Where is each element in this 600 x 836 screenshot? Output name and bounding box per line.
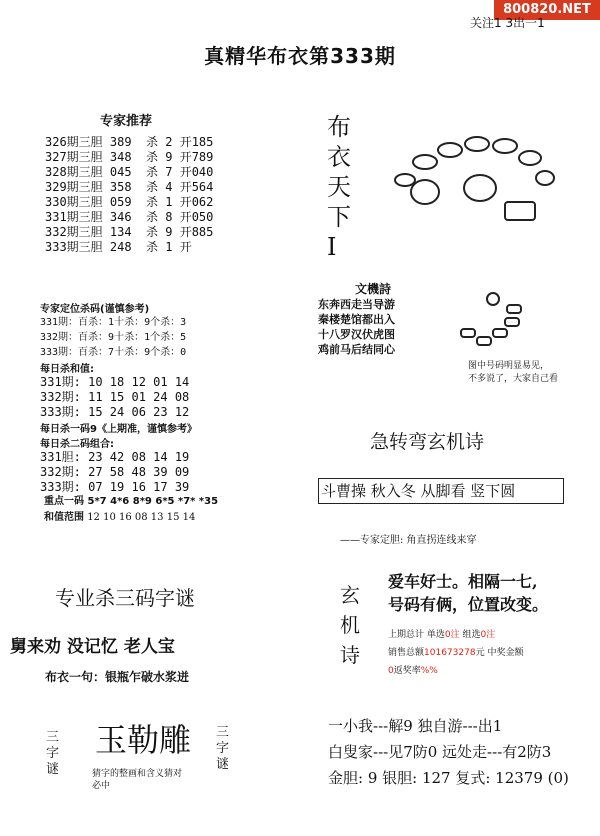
- daily-two-header: 每日杀二码组合:: [40, 439, 114, 450]
- daily-two-row: 331胆: 23 42 08 14 19: [40, 450, 190, 464]
- stats-value: 0: [388, 666, 394, 676]
- page-title: 真精华布衣第333期: [204, 44, 396, 68]
- sanzimi-left: 三字谜: [46, 730, 60, 777]
- experts-row: 332期三胆 134 杀 9 开885: [45, 225, 214, 239]
- chart-note-line: 图中号码明显易见，: [468, 361, 550, 371]
- daily-two-block: [40, 435, 189, 495]
- watermark-badge: 800820.NET: [494, 0, 600, 20]
- experts-row: 330期三胆 059 杀 1 开062: [45, 195, 214, 209]
- xuanjishi-vertical: 玄机诗: [340, 583, 360, 667]
- chart-note-line: 不多说了，大家自己看: [468, 374, 559, 384]
- stats-value: 0注: [480, 630, 496, 640]
- chart-note: [468, 360, 558, 386]
- bottom-block: [328, 713, 569, 791]
- daily-two-row: 333期: 07 19 16 17 39: [40, 480, 190, 494]
- lotus-ring-drawing: [385, 130, 575, 230]
- riddle-title: 专业杀三码字谜: [55, 586, 195, 610]
- position-kill-header: 专家定位杀码(谨慎参考): [40, 304, 150, 315]
- stats-label: 销售总额: [388, 648, 425, 658]
- experts-row: 327期三胆 348 杀 9 开789: [45, 150, 214, 164]
- wenji-line: 秦楼楚馆都出入: [318, 313, 395, 326]
- wenji-header: 文機詩: [354, 282, 391, 296]
- daily-sum-header: 每日杀和值:: [40, 364, 94, 375]
- position-kill-row: 331期：百杀：1十杀：9个杀：3: [40, 317, 187, 328]
- sum-range-label: 和值范围: [44, 512, 84, 523]
- experts-row: 326期三胆 389 杀 2 开185: [45, 135, 214, 149]
- stats-label: 中奖金额: [487, 648, 524, 658]
- buyi-line: 布衣一句：银瓶乍破水浆迸: [45, 670, 190, 684]
- experts-row: 329期三胆 358 杀 4 开564: [45, 180, 214, 194]
- daily-sum-row: 333期: 15 24 06 23 12: [40, 405, 190, 419]
- stats-label: 上期总计: [388, 630, 425, 640]
- stats-value: 101673278: [424, 648, 476, 658]
- stats-label: 单选: [426, 630, 445, 640]
- sum-range: [44, 508, 195, 523]
- stats-value: %%: [420, 666, 438, 676]
- dou-line: 斗曹操 秋入冬 从脚看 竖下圆: [318, 478, 564, 504]
- wenji-line: 东奔西走当导游: [318, 298, 395, 311]
- bottom-line: 金胆: 9 银胆: 127 复式: 12379 (0): [328, 769, 569, 787]
- stats-unit: 元: [475, 648, 485, 658]
- wenji-line: 鸡前马后结同心: [318, 343, 395, 356]
- position-kill-row: 332期：百杀：9十杀：1个杀：5: [40, 332, 187, 343]
- daily-sum-row: 332期: 11 15 01 24 08: [40, 390, 190, 404]
- riddle-line: 舅来劝 没记忆 老人宝: [10, 637, 175, 657]
- stats-label: 组选: [462, 630, 481, 640]
- xuanji-poem: [388, 570, 548, 616]
- xuanji-line: 号码有俩，位置改变。: [388, 595, 549, 614]
- experts-list: [45, 135, 213, 255]
- sanzimi-right: 三字谜: [216, 725, 230, 772]
- key-kill: 重点一码 5*7 4*6 8*9 6*5 *7* *35: [44, 496, 219, 507]
- jizhuanwan-title: 急转弯玄机诗: [370, 431, 485, 453]
- daily-sum-block: [40, 360, 189, 420]
- daily-one-header: 每日杀一码9《上期准，谨慎参考》: [40, 424, 197, 435]
- position-kill-block: [40, 300, 186, 360]
- follow-text: 关注1 3出一1: [470, 16, 545, 30]
- experts-row: 333期三胆 248 杀 1 开: [45, 240, 192, 254]
- bottom-line: 一小我---解9 独自游---出1: [328, 717, 503, 735]
- buyi-vertical: 布衣天下I: [327, 113, 351, 261]
- bottom-line: 白叟家---见7防0 远处走---有2防3: [328, 743, 552, 761]
- experts-row: 328期三胆 045 杀 7 开040: [45, 165, 214, 179]
- sanzimi-center: 玉勒雕: [95, 721, 192, 759]
- sum-range-values: 12 10 16 08 13 15 14: [87, 512, 196, 523]
- chain-drawing: [455, 285, 555, 355]
- xuanji-line: 爱车好士。相隔一七,: [388, 572, 538, 591]
- experts-header: 专家推荐: [100, 114, 153, 129]
- wenji-box: [318, 280, 428, 360]
- position-kill-row: 333期：百杀：7十杀：9个杀：0: [40, 347, 187, 358]
- stats-label: 返奖率: [393, 666, 421, 676]
- stats-value: 0注: [444, 630, 460, 640]
- expert-dan: ——专家定胆: 角直拐连线来穿: [340, 535, 477, 546]
- sanzimi-note: 猜字的整画和含义猜对必中: [92, 769, 183, 791]
- stats-block: [388, 626, 523, 680]
- daily-sum-row: 331期: 10 18 12 01 14: [40, 375, 190, 389]
- experts-row: 331期三胆 346 杀 8 开050: [45, 210, 214, 224]
- daily-two-row: 332期: 27 58 48 39 09: [40, 465, 190, 479]
- wenji-line: 十八罗汉伏虎图: [318, 328, 395, 341]
